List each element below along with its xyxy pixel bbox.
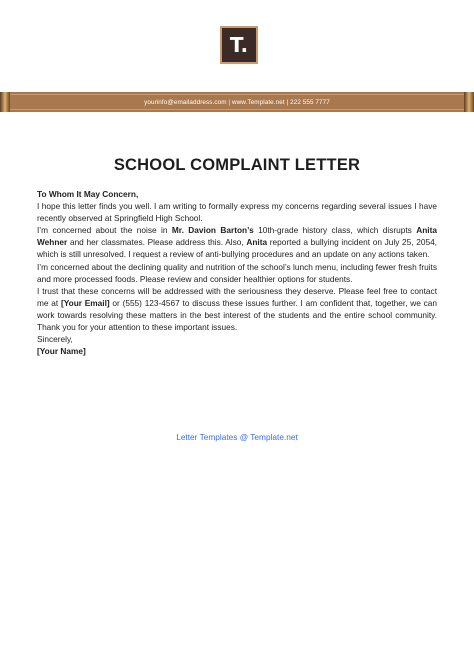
band-bottom-line <box>0 109 474 110</box>
salutation: To Whom It May Concern, <box>37 189 139 199</box>
band-right-ornament <box>464 92 474 112</box>
contact-info: yourinfo@emailaddress.com | www.Template.net | 222 555 7777 <box>144 98 330 106</box>
student-name: Anita Wehner <box>37 225 437 248</box>
signature-name: [Your Name] <box>37 346 86 357</box>
text-segment: I’m concerned about the noise in <box>37 225 172 236</box>
letter-title: SCHOOL COMPLAINT LETTER <box>113 156 361 174</box>
letter-body <box>37 188 437 357</box>
paragraph-lunch: I’m concerned about the declining quality and nutrition of the school’s lunch menu, including fewer fresh fruits and more processed foods. Please review and consider healthier options for students. <box>37 261 437 284</box>
text-segment: reported a bullying incident on July 25, 2054, which is still unresolved. I request a review of anti-bullying procedures and an update on any actions taken. <box>37 237 437 260</box>
teacher-name: Mr. Davion Barton’s <box>171 225 254 236</box>
closing: Sincerely, <box>37 334 73 345</box>
student-name-short: Anita <box>246 237 268 248</box>
paragraph-intro: I hope this letter finds you well. I am writing to formally express my concerns regarding several issues I have recently observed at Springfield High School. <box>37 201 437 224</box>
paragraph-closing <box>37 285 437 333</box>
contact-band <box>0 92 474 112</box>
logo-letter: T. <box>229 33 249 57</box>
band-top-line <box>0 94 474 95</box>
company-logo <box>220 26 258 64</box>
email-placeholder: [Your Email] <box>60 297 110 308</box>
text-segment: 10th-grade history class, which disrupts <box>253 225 417 236</box>
text-segment: and her classmates. Please address this. Also, <box>67 237 247 248</box>
band-left-ornament <box>0 92 10 112</box>
text-segment: I trust that these concerns will be addressed with the seriousness they deserve. Please feel free to contact me at <box>37 285 437 308</box>
text-segment: or (555) 123-4567 to discuss these issues further. I am confident that, together, we can work towards resolving these matters in the best interest of the students and the entire school community. Thank you for your attention to these important issues. <box>37 297 437 333</box>
paragraph-noise-bullying <box>37 224 437 260</box>
footer-link[interactable]: Letter Templates @ Template.net <box>176 432 298 442</box>
